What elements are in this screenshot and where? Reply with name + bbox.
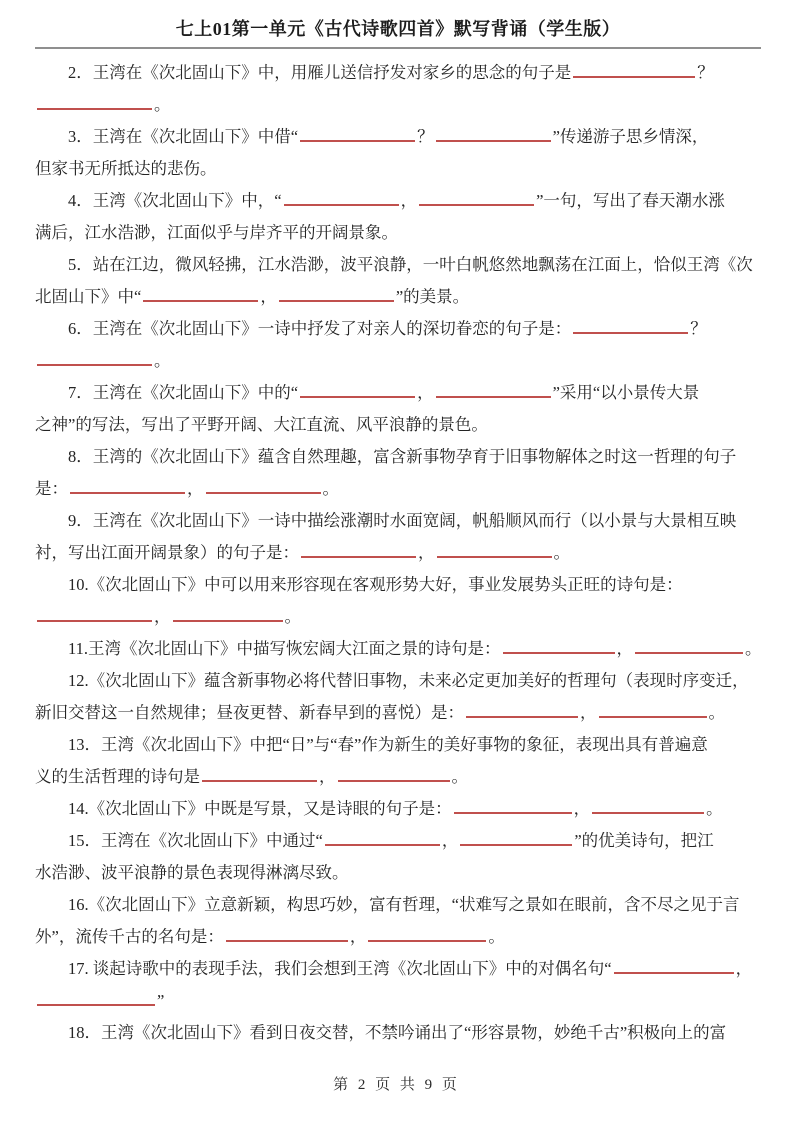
question-text: ”一句，写出了春天潮水涨	[536, 191, 725, 210]
question-line	[35, 985, 761, 1017]
question-text: 13．王湾《次北固山下》中把“日”与“春”作为新生的美好事物的象征，表现出具有普遍意	[68, 735, 708, 754]
question-text: 18．王湾《次北固山下》看到日夜交替，不禁吟诵出了“形容景物，妙绝千古”积极向上的富	[68, 1023, 727, 1042]
answer-blank	[226, 926, 348, 942]
question-text: 16.《次北固山下》立意新颖，构思巧妙，富有哲理，“状难写之景如在眼前，含不尽之见于言	[68, 895, 740, 914]
question-text: 5．站在江边，微风轻拂，江水浩渺，波平浪静，一叶白帆悠然地飘荡在江面上，恰似王湾《次	[68, 255, 753, 274]
question-line	[35, 729, 761, 761]
answer-blank	[454, 798, 572, 814]
question-line	[35, 249, 761, 281]
question-line	[35, 569, 761, 601]
question-text: 。	[488, 927, 505, 946]
question-line	[35, 89, 761, 121]
answer-blank	[436, 382, 551, 398]
answer-blank	[573, 318, 688, 334]
answer-blank	[614, 958, 734, 974]
question-text: 。	[322, 479, 339, 498]
page-title: 七上01第一单元《古代诗歌四首》默写背诵（学生版）	[175, 19, 621, 39]
question-text: 北固山下》中“	[35, 287, 142, 306]
question-text: 15．王湾在《次北固山下》中通过“	[68, 831, 323, 850]
question-text: ，	[400, 191, 418, 210]
answer-blank	[37, 94, 152, 110]
question-line	[35, 185, 761, 217]
answer-blank	[599, 702, 707, 718]
question-line	[35, 697, 761, 729]
question-text: ，	[441, 831, 459, 850]
question-text: 3．王湾在《次北固山下》中借“	[68, 127, 299, 146]
question-text: 14.《次北固山下》中既是写景，又是诗眼的句子是：	[68, 799, 452, 818]
question-text: 满后，江水浩渺，江面似乎与岸齐平的开阔景象。	[35, 223, 398, 242]
question-text: 11.王湾《次北固山下》中描写恢宏阔大江面之景的诗句是：	[68, 639, 501, 658]
question-line	[35, 281, 761, 313]
document-body	[35, 57, 761, 1049]
question-text: ，	[187, 479, 204, 498]
question-text: ，	[580, 703, 597, 722]
question-line	[35, 441, 761, 473]
answer-blank	[325, 830, 440, 846]
answer-blank	[300, 126, 415, 142]
question-line	[35, 665, 761, 697]
question-line	[35, 793, 761, 825]
answer-blank	[37, 350, 152, 366]
question-text: 。	[451, 767, 468, 786]
question-text: ”采用“以小景传大景	[552, 383, 700, 402]
question-line	[35, 377, 761, 409]
question-line	[35, 1017, 761, 1049]
answer-blank	[460, 830, 572, 846]
answer-blank	[419, 190, 534, 206]
question-line	[35, 473, 761, 505]
answer-blank	[503, 638, 615, 654]
answer-blank	[436, 126, 551, 142]
question-text: ，	[418, 543, 435, 562]
question-text: 6．王湾在《次北固山下》一诗中抒发了对亲人的深切眷恋的句子是：	[68, 319, 572, 338]
question-line	[35, 537, 761, 569]
question-text: 。	[708, 703, 725, 722]
question-line	[35, 505, 761, 537]
question-text: 衬，写出江面开阔景象）的句子是：	[35, 543, 299, 562]
question-text: 义的生活哲理的诗句是	[35, 767, 200, 786]
question-text: ，	[319, 767, 336, 786]
title-rule	[35, 47, 761, 49]
answer-blank	[173, 606, 283, 622]
question-text: 是：	[35, 479, 68, 498]
question-text: ，	[417, 383, 434, 402]
question-line	[35, 217, 761, 249]
question-text: 17. 谈起诗歌中的表现手法，我们会想到王湾《次北固山下》中的对偶名句“	[68, 959, 612, 978]
question-line	[35, 345, 761, 377]
question-text: 。	[284, 607, 301, 626]
question-line	[35, 153, 761, 185]
question-text: 。	[154, 351, 171, 370]
question-text: ？	[417, 127, 434, 146]
question-text: 水浩渺、波平浪静的景色表现得淋漓尽致。	[35, 863, 349, 882]
question-line	[35, 313, 761, 345]
question-text: ，	[260, 287, 277, 306]
question-text: ，	[616, 639, 634, 658]
question-line	[35, 121, 761, 153]
question-text: ，	[349, 927, 367, 946]
question-line	[35, 761, 761, 793]
answer-blank	[37, 990, 155, 1006]
question-text: ？	[690, 319, 707, 338]
question-line	[35, 601, 761, 633]
question-text: ”的美景。	[395, 287, 470, 306]
question-text: ，	[735, 959, 753, 978]
question-text: 外”，流传千古的名句是：	[35, 927, 224, 946]
answer-blank	[368, 926, 486, 942]
question-text: 7．王湾在《次北固山下》中的“	[68, 383, 299, 402]
answer-blank	[37, 606, 152, 622]
answer-blank	[202, 766, 317, 782]
question-text: ？	[697, 63, 714, 82]
question-text: 4．王湾《次北固山下》中，“	[68, 191, 282, 210]
question-text: 之神”的写法，写出了平野开阔、大江直流、风平浪静的景色。	[35, 415, 488, 434]
question-text: 2．王湾在《次北固山下》中，用雁儿送信抒发对家乡的思念的句子是	[68, 63, 572, 82]
answer-blank	[592, 798, 704, 814]
question-line	[35, 825, 761, 857]
answer-blank	[338, 766, 450, 782]
answer-blank	[284, 190, 399, 206]
question-text: 8．王湾的《次北固山下》蕴含自然理趣，富含新事物孕育于旧事物解体之时这一哲理的句子	[68, 447, 737, 466]
answer-blank	[437, 542, 552, 558]
page-footer: 第 2 页 共 9 页	[333, 1077, 460, 1093]
answer-blank	[300, 382, 415, 398]
question-text: ，	[573, 799, 591, 818]
question-line	[35, 889, 761, 921]
question-text: ”	[157, 991, 165, 1010]
answer-blank	[573, 62, 695, 78]
question-line	[35, 921, 761, 953]
question-text: ”传递游子思乡情深，	[552, 127, 709, 146]
question-text: 10.《次北固山下》中可以用来形容现在客观形势大好，事业发展势头正旺的诗句是：	[68, 575, 683, 594]
answer-blank	[143, 286, 258, 302]
question-line	[35, 953, 761, 985]
answer-blank	[635, 638, 743, 654]
question-line	[35, 857, 761, 889]
question-text: 9．王湾在《次北固山下》一诗中描绘涨潮时水面宽阔，帆船顺风而行（以小景与大景相互映	[68, 511, 737, 530]
question-line	[35, 633, 761, 665]
answer-blank	[279, 286, 394, 302]
question-text: 。	[154, 95, 171, 114]
question-text: 12.《次北固山下》蕴含新事物必将代替旧事物，未来必定更加美好的哲理句（表现时序变迁，	[68, 671, 749, 690]
question-text: ，	[154, 607, 171, 626]
question-text: 。	[706, 799, 723, 818]
question-text: 。	[553, 543, 570, 562]
question-line	[35, 409, 761, 441]
answer-blank	[301, 542, 416, 558]
question-text: 但家书无所抵达的悲伤。	[35, 159, 217, 178]
question-text: 新旧交替这一自然规律；昼夜更替、新春早到的喜悦）是：	[35, 703, 464, 722]
answer-blank	[206, 478, 321, 494]
question-text: 。	[745, 639, 762, 658]
question-text: ”的优美诗句，把江	[574, 831, 714, 850]
answer-blank	[70, 478, 185, 494]
answer-blank	[466, 702, 578, 718]
question-line	[35, 57, 761, 89]
